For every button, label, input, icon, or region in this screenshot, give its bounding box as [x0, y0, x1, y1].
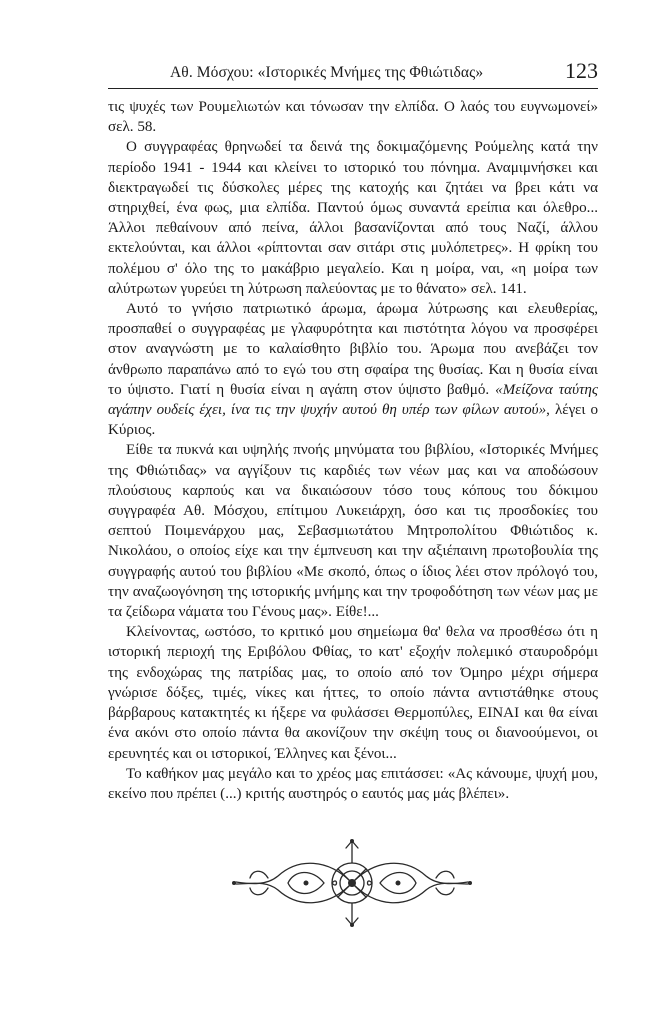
paragraph-3 [108, 299, 598, 440]
paragraph-3-quote: «Μείζονα ταύτης αγάπην ουδείς έχει, ίνα τις την ψυχήν αυτού θη υπέρ των φίλων αυτού» [108, 381, 599, 419]
running-header [108, 58, 598, 89]
page-number: 123 [565, 58, 598, 83]
paragraph-2: Ο συγγραφέας θρηνωδεί τα δεινά της δοκιμαζόμενης Ρούμελης κατά την περίοδο 1941 - 1944 και κλείνει το ιστορικό του πόνημα. Αναμιμνήσκει και διεκτραγωδεί τις δύσκολες μέρες της κατοχής και ζητάει να βρει κάτι να στηριχθεί, ένα φως, μια ελπίδα. Παντού όμως συναντά ερείπια και όλεθρο... Άλλοι πεθαίνουν από πείνα, άλλοι βασανίζονται από τους Ναζί, άλλου εκτελούνται, και άλλοι «ρίπτονται σαν σιτάρι στις μυλόπετρες». Η φρίκη του πολέμου σ' όλο της το μακάβριο μεγαλείο. Και η μοίρα, ναι, «η μοίρα των αλύτρωτων γυρεύει τη λύτρωση παλεύοντας με το θάνατο» σελ. 141. [108, 139, 598, 297]
paragraph-3-text: Αυτό το γνήσιο πατριωτικό άρωμα, άρωμα λύτρωσης και ελευθερίας, προσπαθεί ο συγγραφέας με γλαφυρότητα και πιστότητα λόγου να προσφέρει στον αναγνώστη με το καλαίσθητο βιβλίο του. Άρωμα που ανεβάζει τον άνθρωπο παραπάνω από το εγώ του στη σφαίρα της θυσίας. Και η θυσία είναι το ύψιστο. Γιατί η θυσία είναι η αγάπη στον ύψιστο βαθμό. [108, 301, 598, 398]
paragraph-6: Το καθήκον μας μεγάλο και το χρέος μας επιτάσσει: «Ας κάνουμε, ψυχή μου, εκείνο που πρέπει (...) κριτής αυστηρός ο εαυτός μας μάς βλέπει». [108, 765, 598, 802]
body-text [108, 97, 598, 804]
running-header-title: Αθ. Μόσχου: «Ιστορικές Μνήμες της Φθιώτιδας» [170, 64, 484, 81]
paragraph-4: Είθε τα πυκνά και υψηλής πνοής μηνύματα του βιβλίου, «Ιστορικές Μνήμες της Φθιώτιδας» να αγγίξουν τις καρδιές των νέων μας και να αποδώσουν πλούσιους καρπούς και να δικαιώσουν τόσο τους κόπους του δόκιμου συγγραφέα Αθ. Μόσχου, επίτιμου Λυκειάρχη, όσο και τις προσδοκίες του σεπτού Ποιμενάρχου μας, Σεβασμιωτάτου Μητροπολίτου Φθιώτιδος κ. Νικολάου, ο οποίος είχε και την έμπνευση και την αξιέπαινη πρωτοβουλία της συγγραφής αυτού του βιβλίου «Με σκοπό, όπως ο ίδιος λέει στον πρόλογό του, την αναζωογόνηση της ιστορικής μνήμης και την τροφοδότηση των νέων μας με τα ζείδωρα νάματα του Γένους μας». Είθε!... [108, 442, 598, 621]
paragraph-5: Κλείνοντας, ωστόσο, το κριτικό μου σημείωμα θα' θελα να προσθέσω ότι η ιστορική περιοχή της Εριβόλου Φθίας, το κατ' εξοχήν πολεμικό σταυροδρόμι της ενδοχώρας της πατρίδας μας, το οποίο από τον Όμηρο μέχρι σήμερα γνώρισε δόξες, τιμές, νίκες και ήττες, το οποίο πάντα αντιστάθηκε στους βάρβαρους κατακτητές κι ήξερε να φυλάσσει Θερμοπύλες, ΕΙΝΑΙ και θα είναι ένα ακόνι στο οποίο πάντα θα ακονίζουν την σκέψη τους οι διανοούμενοι, οι ερευνητές και οι ιστορικοί, Έλληνες και ξένοι... [108, 624, 598, 762]
paragraph-3-tail: , λέγει ο Κύριος. [108, 402, 598, 439]
paragraph-1: τις ψυχές των Ρουμελιωτών και τόνωσαν την ελπίδα. Ο λαός του ευγνωμονεί» σελ. 58. [108, 99, 598, 136]
decorative-vignette-ornament [228, 838, 476, 928]
